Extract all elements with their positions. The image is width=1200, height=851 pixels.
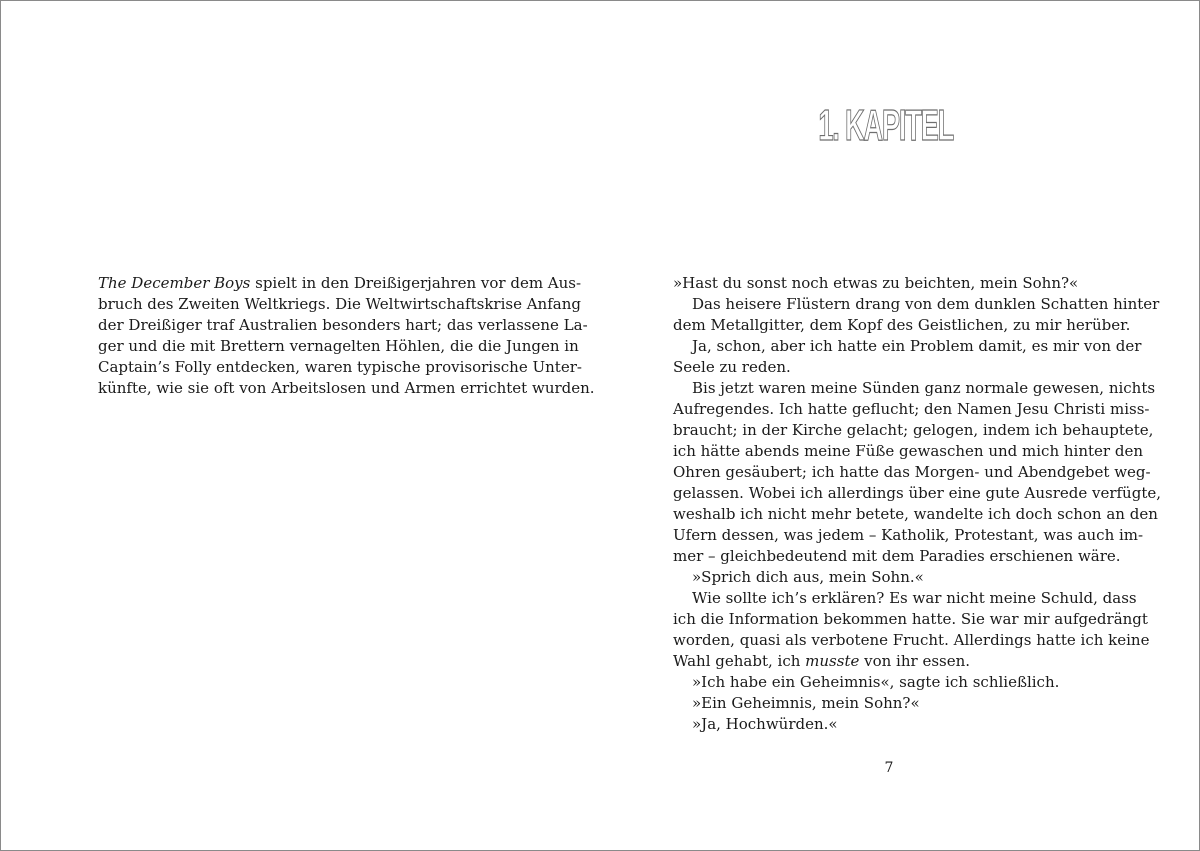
text-line: ich die Information bekommen hatte. Sie war mir aufgedrängt (673, 610, 1148, 628)
text-line: »Hast du sonst noch etwas zu beichten, mein Sohn?« (673, 274, 1079, 292)
text-line: »Sprich dich aus, mein Sohn.« (692, 568, 924, 586)
text-line: »Ich habe ein Geheimnis«, sagte ich schließlich. (692, 673, 1060, 691)
text-run: spielt in den Dreißigerjahren vor dem Aus- (250, 274, 582, 292)
text-line: mer – gleichbedeutend mit dem Paradies erschienen wäre. (673, 547, 1121, 565)
text-line: »Ja, Hochwürden.« (692, 715, 838, 733)
text-line (673, 651, 1108, 672)
text-line: braucht; in der Kirche gelacht; gelogen, indem ich behauptete, (673, 421, 1154, 439)
text-line: bruch des Zweiten Weltkriegs. Die Weltwirtschaftskrise Anfang (98, 295, 581, 313)
text-line: Ufern dessen, was jedem – Katholik, Protestant, was auch im- (673, 526, 1144, 544)
text-line: Aufregendes. Ich hatte geflucht; den Namen Jesu Christi miss- (673, 400, 1150, 418)
text-line: worden, quasi als verbotene Frucht. Allerdings hatte ich keine (673, 631, 1150, 649)
book-title-italic: The December Boys (98, 274, 251, 292)
text-line: Captain’s Folly entdecken, waren typische provisorische Unter- (98, 358, 582, 376)
text-line: Ja, schon, aber ich hatte ein Problem damit, es mir von der (692, 337, 1142, 355)
text-line: ger und die mit Brettern vernagelten Höhlen, die die Jungen in (98, 337, 579, 355)
text-run: von ihr essen. (859, 652, 971, 670)
text-line: Seele zu reden. (673, 358, 791, 376)
text-line: Bis jetzt waren meine Sünden ganz normale gewesen, nichts (692, 379, 1156, 397)
text-line: künfte, wie sie oft von Arbeitslosen und Armen errichtet wurden. (98, 379, 595, 397)
text-line: Das heisere Flüstern drang von dem dunklen Schatten hinter (692, 295, 1160, 313)
text-run: Wahl gehabt, ich (673, 652, 806, 670)
page-number: 7 (884, 760, 894, 776)
text-line: gelassen. Wobei ich allerdings über eine gute Ausrede verfügte, (673, 484, 1161, 502)
text-line: der Dreißiger traf Australien besonders hart; das verlassene La- (98, 316, 588, 334)
text-line: Ohren gesäubert; ich hatte das Morgen- und Abendgebet weg- (673, 463, 1151, 481)
right-page-body (673, 273, 1161, 735)
text-line: weshalb ich nicht mehr betete, wandelte ich doch schon an den (673, 505, 1158, 523)
emphasis-italic: musste (805, 652, 860, 670)
left-page-note (98, 273, 595, 399)
text-line: »Ein Geheimnis, mein Sohn?« (692, 694, 920, 712)
text-line (98, 273, 582, 294)
text-line: Wie sollte ich’s erklären? Es war nicht meine Schuld, dass (692, 589, 1137, 607)
text-line: ich hätte abends meine Füße gewaschen und mich hinter den (673, 442, 1143, 460)
chapter-title: 1. KAPITEL (818, 101, 953, 150)
text-line: dem Metallgitter, dem Kopf des Geistlichen, zu mir herüber. (673, 316, 1131, 334)
